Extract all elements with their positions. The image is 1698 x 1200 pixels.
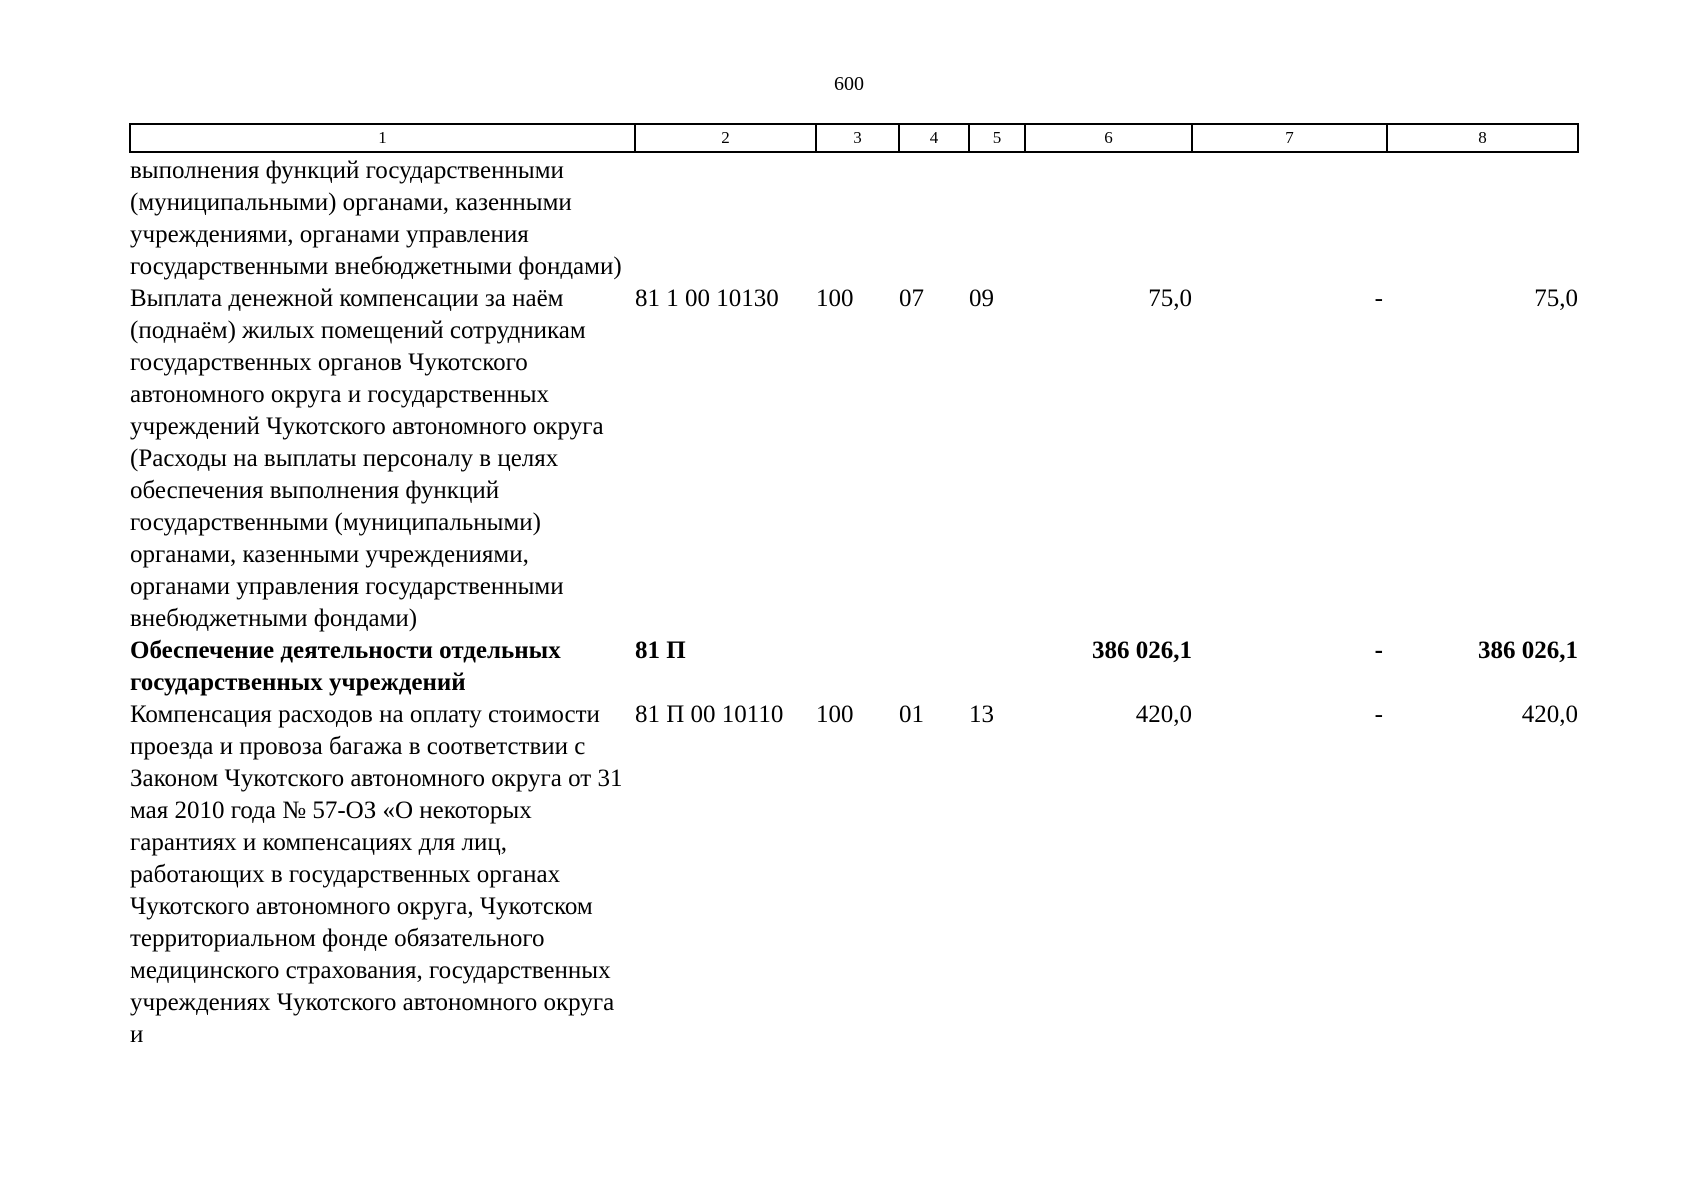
budget-table <box>129 123 1579 1051</box>
column-number-3: 3 <box>816 124 899 152</box>
column-number-7: 7 <box>1192 124 1387 152</box>
row-name: Обеспечение деятельности отдельных государственных учреждений <box>130 637 561 696</box>
column-number-8: 8 <box>1387 124 1578 152</box>
row-change: - <box>1374 637 1383 664</box>
row-amount: 420,0 <box>1135 701 1192 728</box>
row-amount: 386 026,1 <box>1092 637 1192 664</box>
column-number-5: 5 <box>969 124 1025 152</box>
column-number-4: 4 <box>899 124 969 152</box>
table-row <box>130 699 1578 1051</box>
row-change: - <box>1374 285 1383 312</box>
column-number-6: 6 <box>1025 124 1192 152</box>
row-total <box>1387 152 1578 283</box>
row-expense-type <box>816 635 899 699</box>
table-row <box>130 283 1578 635</box>
table-body <box>130 152 1578 1051</box>
column-number-2: 2 <box>635 124 816 152</box>
row-code: 81 П 00 10110 <box>635 701 784 728</box>
row-amount: 75,0 <box>1148 285 1192 312</box>
column-number-1: 1 <box>130 124 635 152</box>
row-subsection: 13 <box>969 701 994 728</box>
row-code <box>635 152 816 283</box>
row-change: - <box>1374 701 1383 728</box>
row-name: выполнения функций государственными (муниципальными) органами, казенными учреждениями, органами управления государственными внебюджетными фондами) <box>130 157 622 280</box>
row-expense-type <box>816 152 899 283</box>
row-name: Выплата денежной компенсации за наём (поднаём) жилых помещений сотрудникам государственных органов Чукотского автономного округа и государственных учреждений Чукотского автономного округа (Расходы на выплаты персоналу в целях обеспечения выполнения функций государственными (муниципальными) органами, казенными учреждениями, органами управления государственными внебюджетными фондами) <box>130 285 604 632</box>
row-subsection <box>969 635 1025 699</box>
header-row <box>130 124 1578 152</box>
row-total: 420,0 <box>1521 701 1578 728</box>
row-subsection: 09 <box>969 285 994 312</box>
row-change <box>1192 152 1387 283</box>
table-header <box>130 124 1578 152</box>
table-row <box>130 152 1578 283</box>
row-expense-type: 100 <box>816 701 854 728</box>
row-subsection <box>969 152 1025 283</box>
table-row-section-total <box>130 635 1578 699</box>
row-section <box>899 635 969 699</box>
page-number: 600 <box>834 73 864 95</box>
row-code: 81 1 00 10130 <box>635 285 779 312</box>
row-section: 07 <box>899 285 924 312</box>
row-expense-type: 100 <box>816 285 854 312</box>
row-total: 386 026,1 <box>1478 637 1578 664</box>
row-amount <box>1025 152 1192 283</box>
row-total: 75,0 <box>1534 285 1578 312</box>
row-name: Компенсация расходов на оплату стоимости проезда и провоза багажа в соответствии с Законом Чукотского автономного округа от 31 мая 2010 года № 57-ОЗ «О некоторых гарантиях и компенсациях для лиц, работающих в государственных органах Чукотского автономного округа, Чукотском территориальном фонде обязательного медицинского страхования, государственных учреждениях Чукотского автономного округа и <box>130 701 623 1048</box>
row-section <box>899 152 969 283</box>
row-section: 01 <box>899 701 924 728</box>
row-code: 81 П <box>635 637 686 664</box>
